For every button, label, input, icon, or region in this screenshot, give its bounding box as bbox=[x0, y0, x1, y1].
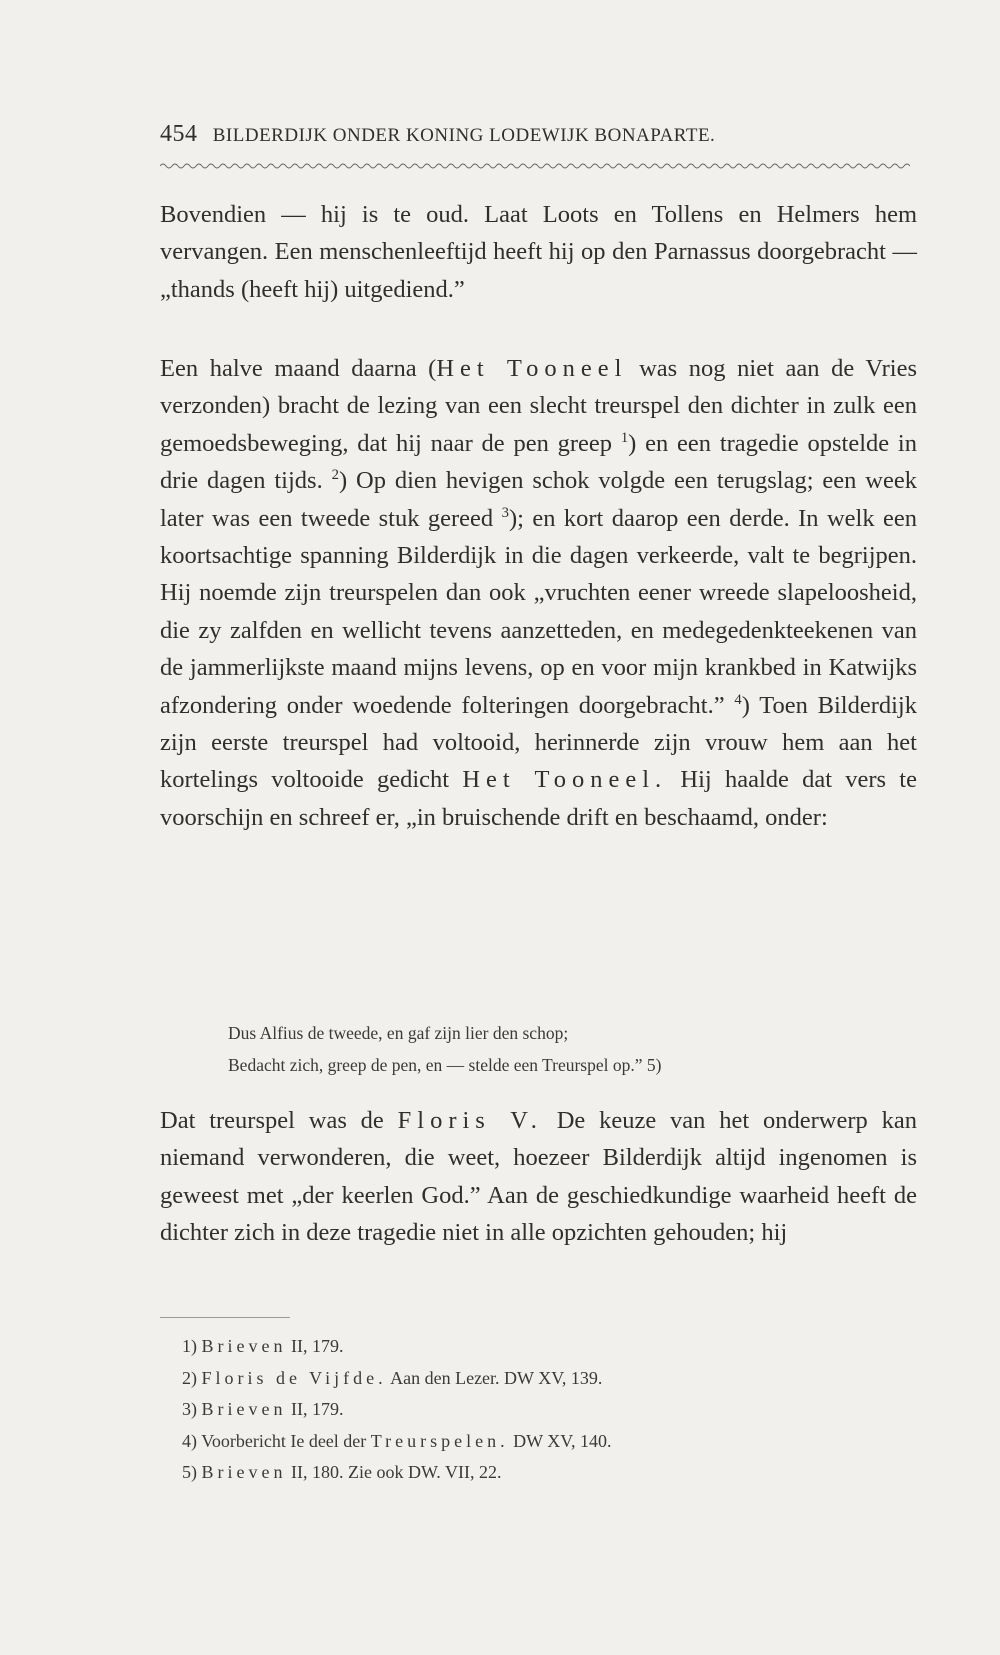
page-header bbox=[160, 121, 910, 148]
p2-text-5: ); en kort daarop een derde. In welk een koortsachtige spanning Bilderdijk in die dagen verkeerde, valt te begrijpen. Hij noemde zijn treurspelen dan ook „vruchten eener wreede slapeloosheid, die zy zalfden en wellicht tevens aanzetteden, en medegedenkteekenen van de jammerlijkste maand mijns levens, op en voor mijn krankbed in Katwijks afzondering onder woedende folteringen doorgebracht.” bbox=[160, 504, 917, 719]
wavy-rule bbox=[160, 160, 910, 172]
title-floris-v: Floris V. bbox=[397, 1107, 543, 1134]
running-title: BILDERDIJK ONDER KONING LODEWIJK BONAPARTE. bbox=[212, 125, 716, 146]
paragraph-3 bbox=[160, 1102, 917, 1252]
footnote-detail: II, 180. Zie ook DW. VII, 22. bbox=[286, 1462, 502, 1482]
footnote-marker: 5) bbox=[182, 1462, 197, 1482]
footnote-marker: 2) bbox=[182, 1367, 197, 1388]
footnote-ref-1: 1 bbox=[620, 429, 629, 446]
footnote-marker: 1) bbox=[182, 1336, 197, 1356]
p2-text-1: Een halve maand daarna ( bbox=[160, 355, 437, 382]
footnote-marker: 3) bbox=[182, 1399, 197, 1419]
footnote-source: Brieven bbox=[201, 1336, 287, 1356]
footnote-2 bbox=[182, 1363, 882, 1395]
title-het-tooneel-2: Het Tooneel. bbox=[462, 766, 668, 794]
footnotes bbox=[182, 1331, 882, 1489]
p3-text-2: De keuze van het onderwerp kan niemand verwonderen, die weet, hoezeer Bilderdijk altijd ingenomen is geweest met „der keerlen God.” Aan de geschiedkundige waarheid heeft de dichter zich in deze tragedie niet in alle opzichten gehouden; hij bbox=[160, 1107, 917, 1247]
footnote-5 bbox=[182, 1457, 882, 1489]
footnote-detail: DW XV, 140. bbox=[508, 1430, 612, 1451]
p2-text-7: Hij haalde dat vers te voorschijn en schreef er, „in bruischende drift en beschaamd, onder: bbox=[160, 766, 917, 831]
footnote-4 bbox=[182, 1426, 882, 1458]
footnote-ref-4: 4 bbox=[734, 691, 742, 708]
verse-line-1: Dus Alfius de tweede, en gaf zijn lier den schop; bbox=[228, 1023, 569, 1043]
title-het-tooneel: Het Tooneel bbox=[436, 355, 628, 382]
p2-text-2: was nog niet aan de Vries verzonden) bracht de lezing van een slecht treurspel den dichter in zulk een gemoedsbeweging, dat hij naar de pen greep bbox=[160, 355, 917, 457]
p2-text-6: ) Toen Bilderdijk zijn eerste treurspel had voltooid, herinnerde zijn vrouw hem aan het kortelings voltooide gedicht bbox=[160, 691, 917, 794]
footnote-source: Treurspelen. bbox=[370, 1430, 509, 1451]
footnote-1 bbox=[182, 1331, 882, 1363]
footnote-ref-2: 2 bbox=[331, 467, 339, 484]
footnote-ref-3: 3 bbox=[501, 504, 509, 521]
footnote-source: Floris de Vijfde. bbox=[201, 1367, 387, 1388]
footnote-source: Brieven bbox=[201, 1462, 287, 1482]
footnote-divider bbox=[160, 1317, 290, 1318]
footnote-marker: 4) bbox=[182, 1430, 197, 1451]
p2-text-4: ) Op dien hevigen schok volgde een terugslag; een week later was een tweede stuk gereed bbox=[160, 467, 917, 532]
paragraph-1: Bovendien — hij is te oud. Laat Loots en Tollens en Helmers hem vervangen. Een menschenleeftijd heeft hij op den Parnassus doorgebracht — „thands (heeft hij) uitgediend.” bbox=[160, 201, 917, 303]
footnote-detail: II, 179. bbox=[286, 1336, 344, 1356]
p3-text-1: Dat treurspel was de bbox=[160, 1107, 398, 1134]
page-number: 454 bbox=[160, 121, 198, 147]
verse-quote bbox=[228, 1017, 908, 1081]
verse-line-2: Bedacht zich, greep de pen, en — stelde een Treurspel op.” 5) bbox=[228, 1055, 662, 1075]
paragraph-2 bbox=[160, 350, 917, 836]
footnote-source: Brieven bbox=[201, 1399, 287, 1419]
footnote-3 bbox=[182, 1394, 882, 1426]
p2-text-3: ) en een tragedie opstelde in drie dagen tijds. bbox=[160, 429, 917, 495]
footnote-detail: II, 179. bbox=[286, 1399, 344, 1419]
footnote-detail: Aan den Lezer. DW XV, 139. bbox=[386, 1367, 603, 1388]
footnote-prefix: Voorbericht Ie deel der bbox=[201, 1430, 371, 1451]
